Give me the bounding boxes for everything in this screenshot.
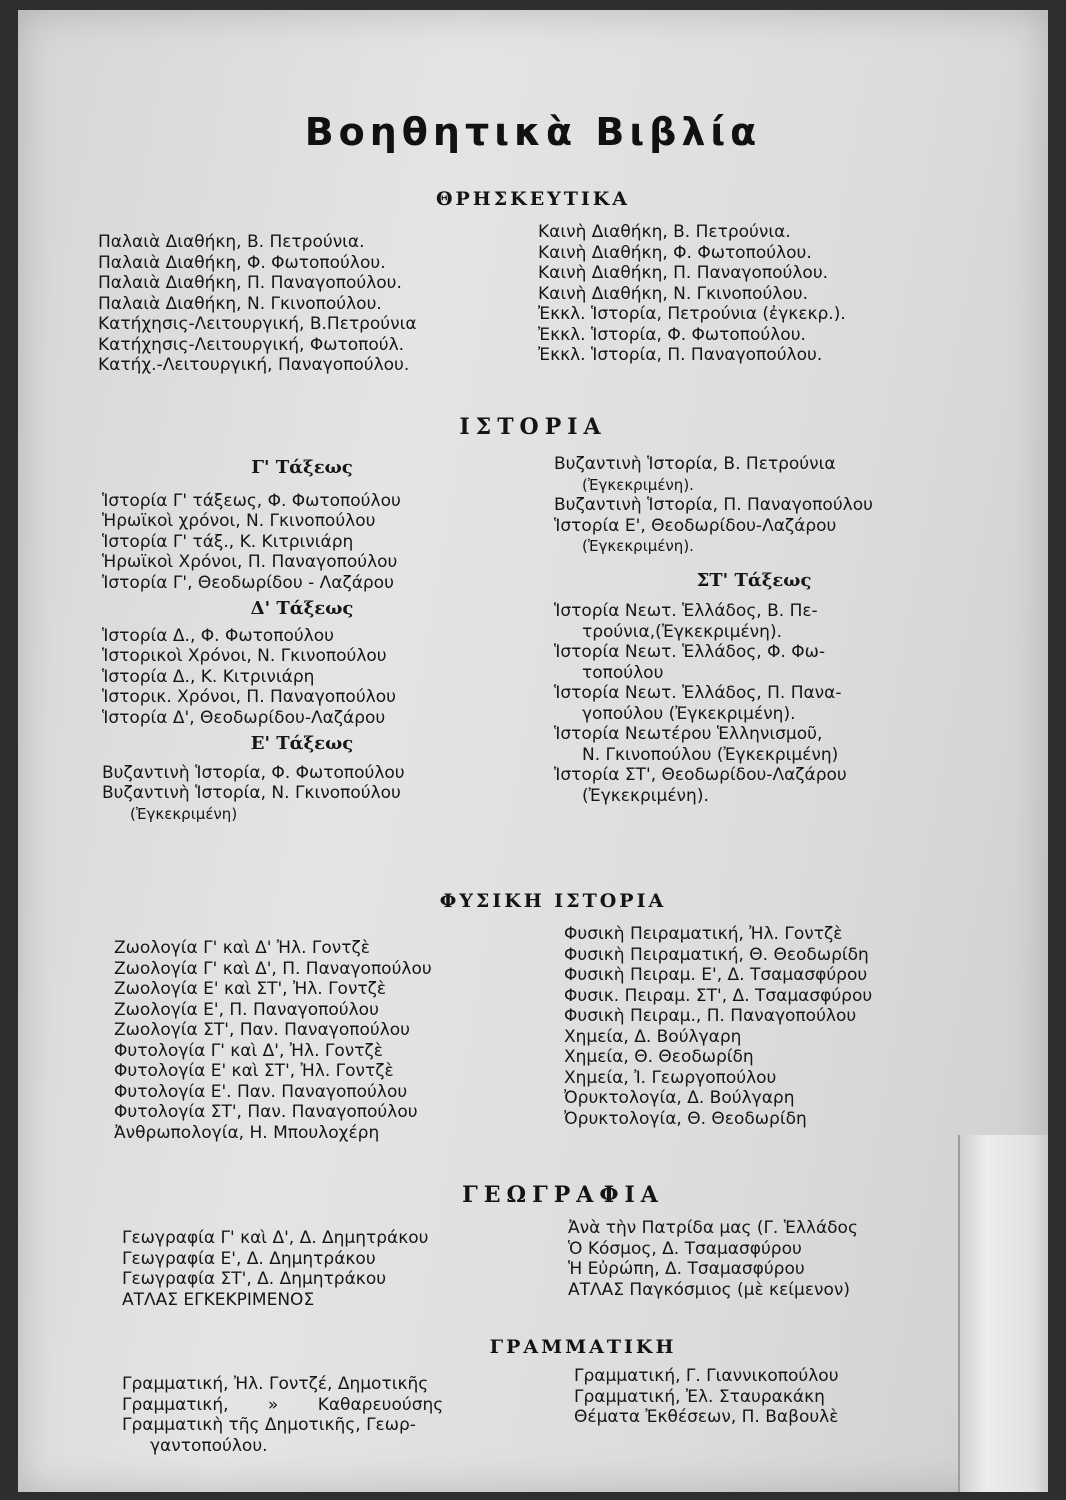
list-item: Ζωολογία Ε', Π. Παναγοπούλου bbox=[114, 999, 379, 1020]
list-item: Ἱστορία Δ., Φ. Φωτοπούλου bbox=[102, 625, 334, 646]
list-item: Ἱστορία Νεωτ. Ἑλλάδος, Φ. Φω- bbox=[554, 642, 826, 662]
subheading-grade-st: ΣΤ' Τάξεως bbox=[696, 569, 812, 591]
natural-history-left-list bbox=[114, 938, 564, 1143]
subheading-grade-c: Γ' Τάξεως bbox=[251, 457, 353, 478]
list-item: Καινὴ Διαθήκη, Φ. Φωτοπούλου. bbox=[538, 242, 812, 263]
list-item: Ὀρυκτολογία, Δ. Βούλγαρη bbox=[564, 1088, 795, 1108]
section-heading-grammar: ΓΡΑΜΜΑΤΙΚΗ bbox=[489, 1336, 677, 1358]
list-item: Χημεία, Θ. Θεοδωρίδη bbox=[564, 1047, 754, 1067]
list-item: Καινὴ Διαθήκη, Ν. Γκινοπούλου. bbox=[538, 283, 808, 304]
list-item-continuation: τοπούλου bbox=[582, 662, 664, 683]
religion-left-list bbox=[98, 232, 528, 376]
list-item: Ζωολογία Γ' καὶ Δ', Π. Παναγοπούλου bbox=[114, 958, 432, 979]
list-item: Ἐκκλ. Ἱστορία, Πετρούνια (ἐγκεκρ.). bbox=[538, 304, 846, 324]
list-item: Κατήχησις-Λειτουργική, Φωτοπούλ. bbox=[98, 334, 405, 355]
list-item: Καινὴ Διαθήκη, Π. Παναγοπούλου. bbox=[538, 263, 829, 283]
list-item: Φυσικὴ Πειραματική, Θ. Θεοδωρίδη bbox=[564, 944, 869, 965]
list-item: Ἡ Εὐρώπη, Δ. Τσαμασφύρου bbox=[568, 1259, 805, 1279]
list-item: Ἱστορία Ε', Θεοδωρίδου-Λαζάρου bbox=[554, 515, 837, 536]
list-item: Ἱστορία Γ' τάξ., Κ. Κιτρινιάρη bbox=[102, 531, 354, 552]
list-item: Ζωολογία Γ' καὶ Δ' Ἠλ. Γοντζὲ bbox=[114, 938, 370, 958]
list-item: Γραμματική, Ἐλ. Σταυρακάκη bbox=[574, 1386, 825, 1407]
list-item: Βυζαντινὴ Ἱστορία, Π. Παναγοπούλου bbox=[554, 495, 873, 515]
list-item: Ἡρωϊκοὶ Χρόνοι, Π. Παναγοπούλου bbox=[102, 552, 398, 572]
list-item: Ἱστορία ΣΤ', Θεοδωρίδου-Λαζάρου bbox=[554, 765, 847, 785]
approved-note: (Ἐγκεκριμένη). bbox=[582, 475, 694, 494]
list-item: Ὀρυκτολογία, Θ. Θεοδωρίδη bbox=[564, 1108, 807, 1129]
list-item-continuation: τρούνια,(Ἐγκεκριμένη). bbox=[582, 621, 782, 642]
list-item: Γραμματική, » Καθαρευούσης bbox=[122, 1394, 444, 1415]
list-item: Ἡρωϊκοὶ χρόνοι, Ν. Γκινοπούλου bbox=[102, 511, 376, 531]
list-item: Βυζαντινὴ Ἱστορία, Β. Πετρούνια bbox=[554, 454, 836, 474]
list-item: Παλαιὰ Διαθήκη, Ν. Γκινοπούλου. bbox=[98, 293, 382, 314]
list-item-continuation: (Ἐγκεκριμένη). bbox=[582, 785, 709, 806]
section-heading-religion: ΘΡΗΣΚΕΥΤΙΚΑ bbox=[435, 188, 631, 210]
list-item: Παλαιὰ Διαθήκη, Β. Πετρούνια. bbox=[98, 232, 365, 252]
list-item: ΑΤΛΑΣ ΕΓΚΕΚΡΙΜΕΝΟΣ bbox=[122, 1289, 315, 1310]
list-item: Ἱστορικοὶ Χρόνοι, Ν. Γκινοπούλου bbox=[102, 646, 387, 666]
list-item: Καινὴ Διαθήκη, Β. Πετρούνια. bbox=[538, 222, 791, 242]
list-item: Παλαιὰ Διαθήκη, Π. Παναγοπούλου. bbox=[98, 273, 402, 293]
list-item: Γεωγραφία Γ' καὶ Δ', Δ. Δημητράκου bbox=[122, 1228, 429, 1248]
history-left-column bbox=[102, 458, 542, 824]
list-item: Κατήχ.-Λειτουργική, Παναγοπούλου. bbox=[98, 355, 410, 375]
list-item: Βυζαντινὴ Ἱστορία, Φ. Φωτοπούλου bbox=[102, 762, 405, 783]
list-item: Ἱστορία Δ', Θεοδωρίδου-Λαζάρου bbox=[102, 707, 386, 728]
list-item-continuation: γαντοπούλου. bbox=[150, 1435, 268, 1456]
book-back-cover bbox=[18, 10, 1048, 1492]
subheading-grade-d: Δ' Τάξεως bbox=[250, 598, 354, 619]
list-item: Κατήχησις-Λειτουργική, Β.Πετρούνια bbox=[98, 314, 417, 334]
subheading-grade-e: Ε' Τάξεως bbox=[250, 733, 354, 754]
approved-note: (Ἐγκεκριμένη) bbox=[130, 804, 238, 823]
list-item: Ἱστορία Δ., Κ. Κιτρινιάρη bbox=[102, 666, 315, 687]
list-item: Ἀνὰ τὴν Πατρίδα μας (Γ. Ἑλλάδος bbox=[568, 1218, 858, 1238]
list-item: Γραμματική, Ἠλ. Γοντζέ, Δημοτικῆς bbox=[122, 1374, 429, 1394]
list-item: Ἱστορία Νεωτ. Ἑλλάδος, Β. Πε- bbox=[554, 601, 818, 621]
list-item: Ἐκκλ. Ἱστορία, Π. Παναγοπούλου. bbox=[538, 345, 823, 365]
list-item: Ζωολογία Ε' καὶ ΣΤ', Ἠλ. Γοντζὲ bbox=[114, 979, 387, 999]
geography-right-list bbox=[568, 1218, 988, 1300]
list-item: Φυτολογία Γ' καὶ Δ', Ἠλ. Γοντζὲ bbox=[114, 1040, 383, 1061]
list-item: Φυσικὴ Πειραμ. Ε', Δ. Τσαμασφύρου bbox=[564, 965, 868, 985]
list-item: Ἐκκλ. Ἱστορία, Φ. Φωτοπούλου. bbox=[538, 324, 806, 345]
section-heading-natural-history: ΦΥΣΙΚΗ ΙΣΤΟΡΙΑ bbox=[439, 890, 667, 912]
list-item: Γραμματικὴ τῆς Δημοτικῆς, Γεωρ- bbox=[122, 1415, 416, 1435]
list-item: Ζωολογία ΣΤ', Παν. Παναγοπούλου bbox=[114, 1020, 410, 1040]
list-item: Φυτολογία Ε'. Παν. Παναγοπούλου bbox=[114, 1081, 408, 1102]
list-item: Χημεία, Ἰ. Γεωργοπούλου bbox=[564, 1067, 777, 1088]
list-item: Ἱστορία Νεωτ. Ἑλλάδος, Π. Πανα- bbox=[554, 683, 842, 703]
page-title: Βοηθητικὰ Βιβλία bbox=[304, 110, 762, 154]
list-item: Ἱστορία Γ' τάξεως, Φ. Φωτοπούλου bbox=[102, 490, 401, 511]
list-item: Γεωγραφία Ε', Δ. Δημητράκου bbox=[122, 1248, 376, 1269]
list-item: Ἱστορία Γ', Θεοδωρίδου - Λαζάρου bbox=[102, 572, 394, 593]
grammar-right-list bbox=[574, 1366, 974, 1428]
list-item: Ἱστορικ. Χρόνοι, Π. Παναγοπούλου bbox=[102, 687, 396, 707]
list-item: Φυσικ. Πειραμ. ΣΤ', Δ. Τσαμασφύρου bbox=[564, 985, 873, 1006]
list-item: Ὁ Κόσμος, Δ. Τσαμασφύρου bbox=[568, 1238, 802, 1259]
list-item: Ἀνθρωπολογία, Η. Μπουλοχέρη bbox=[114, 1122, 380, 1143]
list-item: Γεωγραφία ΣΤ', Δ. Δημητράκου bbox=[122, 1269, 387, 1289]
natural-history-right-list bbox=[564, 924, 994, 1129]
list-item: Γραμματική, Γ. Γιαννικοπούλου bbox=[574, 1366, 839, 1386]
list-item: Φυτολογία Ε' καὶ ΣΤ', Ἠλ. Γοντζὲ bbox=[114, 1061, 394, 1081]
list-item: Χημεία, Δ. Βούλγαρη bbox=[564, 1026, 742, 1047]
list-item: Φυσικὴ Πειραματική, Ἠλ. Γοντζὲ bbox=[564, 924, 843, 944]
list-item-continuation: Ν. Γκινοπούλου (Ἐγκεκριμένη) bbox=[582, 744, 839, 765]
list-item: Θέματα Ἐκθέσεων, Π. Βαβουλὲ bbox=[574, 1407, 839, 1427]
geography-left-list bbox=[122, 1228, 562, 1310]
list-item: Φυσικὴ Πειραμ., Π. Παναγοπούλου bbox=[564, 1006, 857, 1026]
list-item: Φυτολογία ΣΤ', Παν. Παναγοπούλου bbox=[114, 1102, 418, 1122]
list-item-continuation: γοπούλου (Ἐγκεκριμένη). bbox=[582, 703, 796, 724]
list-item: Παλαιὰ Διαθήκη, Φ. Φωτοπούλου. bbox=[98, 252, 386, 273]
section-heading-geography: ΓΕΩΓΡΑΦΙΑ bbox=[462, 1182, 664, 1208]
approved-note: (Ἐγκεκριμένη). bbox=[582, 537, 694, 555]
history-right-column bbox=[554, 454, 994, 806]
religion-right-list bbox=[538, 222, 978, 366]
list-item: Ἱστορία Νεωτέρου Ἑλληνισμοῦ, bbox=[554, 724, 823, 744]
list-item: Βυζαντινὴ Ἱστορία, Ν. Γκινοπούλου bbox=[102, 783, 401, 803]
section-heading-history: ΙΣΤΟΡΙΑ bbox=[459, 414, 607, 440]
list-item: ΑΤΛΑΣ Παγκόσμιος (μὲ κείμενον) bbox=[568, 1279, 851, 1300]
grammar-left-list bbox=[122, 1374, 572, 1456]
